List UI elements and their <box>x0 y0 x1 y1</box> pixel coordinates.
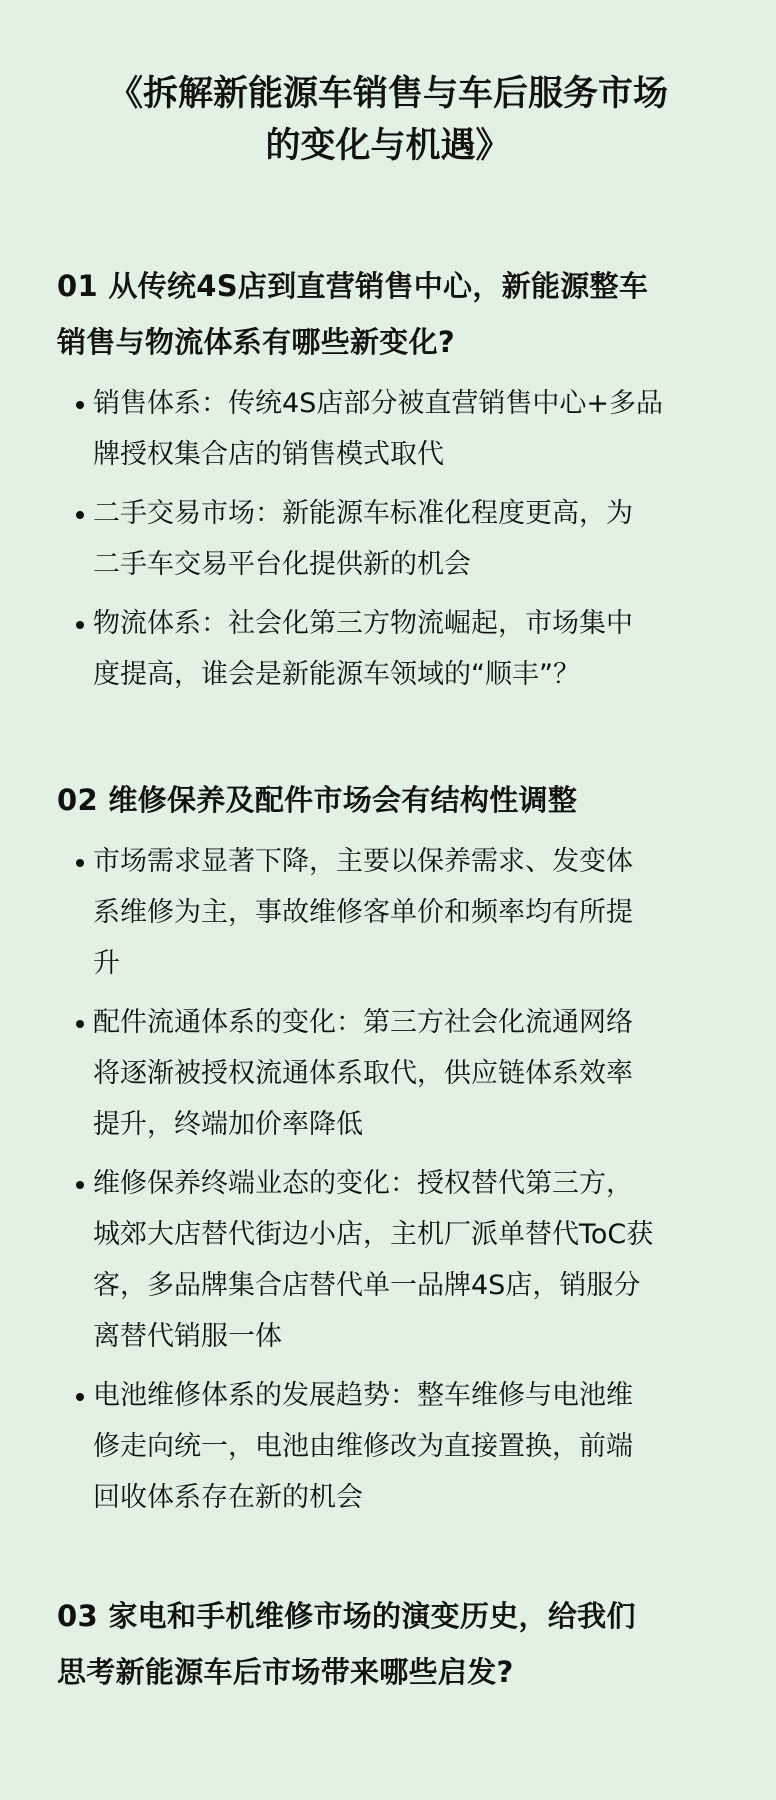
section-03-heading-line-1: 03 家电和手机维修市场的演变历史，给我们 <box>57 1599 636 1633</box>
bullet-item-logistics-system <box>57 598 737 700</box>
bullet-text-line: 二手交易市场：新能源车标准化程度更高，为 <box>93 498 633 529</box>
section-01-heading-line-1: 01 从传统4S店到直营销售中心，新能源整车 <box>57 269 649 303</box>
bullet-item-battery-repair <box>57 1370 737 1523</box>
bullet-text-line: 物流体系：社会化第三方物流崛起，市场集中 <box>93 608 633 639</box>
bullet-text-line: 二手车交易平台化提供新的机会 <box>93 549 471 580</box>
bullet-text-line: 客，多品牌集合店替代单一品牌4S店，销服分 <box>93 1270 641 1301</box>
bullet-text-line: 维修保养终端业态的变化：授权替代第三方， <box>93 1168 633 1199</box>
bullet-text-line: 将逐渐被授权流通体系取代，供应链体系效率 <box>93 1058 633 1089</box>
bullet-text-line: 回收体系存在新的机会 <box>93 1482 363 1513</box>
bullet-text-line: 升 <box>93 948 120 979</box>
section-02-bullet-list <box>57 836 737 1523</box>
bullet-text-line: 提升，终端加价率降低 <box>93 1109 363 1140</box>
bullet-dot-icon <box>76 511 84 519</box>
bullet-item-parts-distribution <box>57 997 737 1150</box>
bullet-text-line: 系维修为主，事故维修客单价和频率均有所提 <box>93 897 633 928</box>
bullet-dot-icon <box>76 859 84 867</box>
section-03 <box>57 1588 737 1700</box>
bullet-dot-icon <box>76 1393 84 1401</box>
section-01-bullet-list <box>57 378 737 700</box>
bullet-text-line: 城郊大店替代街边小店，主机厂派单替代ToC获 <box>93 1219 654 1250</box>
section-03-heading-line-2: 思考新能源车后市场带来哪些启发? <box>57 1655 514 1689</box>
section-02-heading: 02 维修保养及配件市场会有结构性调整 <box>57 783 578 817</box>
bullet-text-line: 牌授权集合店的销售模式取代 <box>93 439 444 470</box>
bullet-item-repair-terminal <box>57 1158 737 1362</box>
bullet-dot-icon <box>76 1181 84 1189</box>
bullet-item-sales-system <box>57 378 737 480</box>
bullet-dot-icon <box>76 401 84 409</box>
section-01 <box>57 258 737 700</box>
bullet-text-line: 销售体系：传统4S店部分被直营销售中心+多品 <box>93 388 663 419</box>
bullet-dot-icon <box>76 1020 84 1028</box>
bullet-item-market-demand <box>57 836 737 989</box>
article-title-line-1: 《拆解新能源车销售与车后服务市场 <box>107 74 668 114</box>
section-02 <box>57 772 737 1523</box>
section-01-heading-line-2: 销售与物流体系有哪些新变化? <box>57 325 456 359</box>
article-title-line-2: 的变化与机遇》 <box>265 126 511 166</box>
bullet-text-line: 修走向统一，电池由维修改为直接置换，前端 <box>93 1431 633 1462</box>
bullet-item-used-car-market <box>57 488 737 590</box>
bullet-text-line: 度提高，谁会是新能源车领域的“顺丰”？ <box>93 659 580 690</box>
bullet-text-line: 离替代销服一体 <box>93 1321 282 1352</box>
bullet-text-line: 市场需求显著下降，主要以保养需求、发变体 <box>93 846 633 877</box>
bullet-text-line: 电池维修体系的发展趋势：整车维修与电池维 <box>93 1380 633 1411</box>
bullet-text-line: 配件流通体系的变化：第三方社会化流通网络 <box>93 1007 633 1038</box>
bullet-dot-icon <box>76 621 84 629</box>
